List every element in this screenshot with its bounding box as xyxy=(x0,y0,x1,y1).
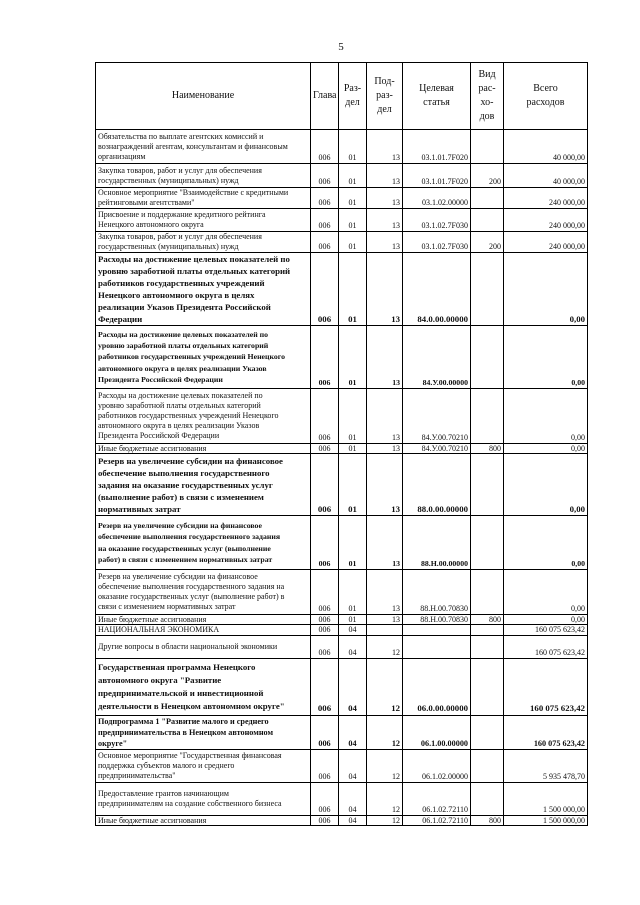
row-subsection: 13 xyxy=(367,188,403,209)
table-row xyxy=(96,232,588,253)
row-section: 01 xyxy=(339,444,367,454)
row-name: Резерв на увеличение субсидии на финансовое обеспечение выполнения государственного задания на оказание государственных услуг (выполнение работ) в связи с изменением нормативных затрат xyxy=(96,570,311,615)
row-chapter: 006 xyxy=(311,188,339,209)
row-total: 240 000,00 xyxy=(504,209,588,232)
table-row xyxy=(96,570,588,615)
row-target-article xyxy=(403,625,471,636)
page-number: 5 xyxy=(338,41,344,53)
row-chapter: 006 xyxy=(311,209,339,232)
row-subsection: 12 xyxy=(367,659,403,716)
row-expense-type xyxy=(471,326,504,389)
table-header-row xyxy=(96,63,588,130)
table-row xyxy=(96,516,588,570)
row-target-article: 06.0.00.00000 xyxy=(403,659,471,716)
row-section: 04 xyxy=(339,636,367,659)
row-chapter: 006 xyxy=(311,326,339,389)
row-target-article: 06.1.00.00000 xyxy=(403,716,471,750)
table-row xyxy=(96,625,588,636)
row-expense-type xyxy=(471,454,504,516)
row-subsection: 13 xyxy=(367,232,403,253)
row-section: 01 xyxy=(339,389,367,444)
row-section: 01 xyxy=(339,209,367,232)
row-chapter: 006 xyxy=(311,389,339,444)
row-chapter: 006 xyxy=(311,570,339,615)
row-total: 1 500 000,00 xyxy=(504,816,588,826)
row-target-article: 03.1.02.00000 xyxy=(403,188,471,209)
row-chapter: 006 xyxy=(311,615,339,625)
row-target-article: 06.1.02.72110 xyxy=(403,816,471,826)
row-total: 0,00 xyxy=(504,454,588,516)
row-expense-type xyxy=(471,716,504,750)
row-expense-type: 200 xyxy=(471,164,504,188)
row-name: Закупка товаров, работ и услуг для обеспечения государственных (муниципальных) нужд xyxy=(96,164,311,188)
row-subsection: 12 xyxy=(367,816,403,826)
row-expense-type xyxy=(471,188,504,209)
row-target-article: 88.Н.00.70830 xyxy=(403,615,471,625)
row-chapter: 006 xyxy=(311,659,339,716)
row-total: 160 075 623,42 xyxy=(504,716,588,750)
table-row xyxy=(96,389,588,444)
table-row xyxy=(96,188,588,209)
row-total: 0,00 xyxy=(504,389,588,444)
row-section: 04 xyxy=(339,716,367,750)
row-expense-type: 200 xyxy=(471,232,504,253)
row-name: Иные бюджетные ассигнования xyxy=(96,615,311,625)
row-section: 01 xyxy=(339,516,367,570)
row-target-article: 88.0.00.00000 xyxy=(403,454,471,516)
row-target-article: 84.0.00.00000 xyxy=(403,253,471,326)
row-expense-type xyxy=(471,783,504,816)
row-chapter: 006 xyxy=(311,444,339,454)
row-expense-type: 800 xyxy=(471,444,504,454)
row-section: 01 xyxy=(339,570,367,615)
row-target-article: 03.1.02.7F030 xyxy=(403,209,471,232)
table-row xyxy=(96,783,588,816)
row-subsection: 13 xyxy=(367,209,403,232)
row-total: 0,00 xyxy=(504,570,588,615)
row-chapter: 006 xyxy=(311,253,339,326)
row-name: НАЦИОНАЛЬНАЯ ЭКОНОМИКА xyxy=(96,625,311,636)
row-name: Другие вопросы в области национальной экономики xyxy=(96,636,311,659)
row-subsection: 13 xyxy=(367,444,403,454)
header-chapter: Глава xyxy=(311,63,339,130)
row-section: 04 xyxy=(339,625,367,636)
row-expense-type xyxy=(471,570,504,615)
row-name: Расходы на достижение целевых показателей по уровню заработной платы отдельных категорий работников государственных учреждений Ненецкого автономного округа в целях реализации Указов Президента Российской Федерации xyxy=(96,253,311,326)
row-target-article: 84.У.00.70210 xyxy=(403,389,471,444)
row-expense-type: 800 xyxy=(471,816,504,826)
table-row xyxy=(96,326,588,389)
row-section: 04 xyxy=(339,816,367,826)
table-row xyxy=(96,659,588,716)
row-subsection: 13 xyxy=(367,326,403,389)
row-expense-type: 800 xyxy=(471,615,504,625)
row-name: Расходы на достижение целевых показателей по уровню заработной платы отдельных категорий работников государственных учреждений Ненецкого автономного округа в целях реализации Указов Президента Российской Федерации xyxy=(96,326,311,389)
row-total: 40 000,00 xyxy=(504,164,588,188)
row-expense-type xyxy=(471,625,504,636)
row-section: 01 xyxy=(339,188,367,209)
row-expense-type xyxy=(471,130,504,164)
row-chapter: 006 xyxy=(311,816,339,826)
row-subsection: 13 xyxy=(367,164,403,188)
row-total: 160 075 623,42 xyxy=(504,659,588,716)
header-expense-type: Вид рас- хо- дов xyxy=(471,63,504,130)
row-name: Иные бюджетные ассигнования xyxy=(96,816,311,826)
row-expense-type xyxy=(471,209,504,232)
row-target-article: 84.У.00.00000 xyxy=(403,326,471,389)
row-total: 240 000,00 xyxy=(504,232,588,253)
row-target-article: 03.1.01.7F020 xyxy=(403,130,471,164)
row-name: Обязательства по выплате агентских комиссий и вознаграждений агентам, консультантам и финансовым организациям xyxy=(96,130,311,164)
row-expense-type xyxy=(471,389,504,444)
row-subsection: 12 xyxy=(367,636,403,659)
row-section: 04 xyxy=(339,783,367,816)
row-section: 04 xyxy=(339,750,367,783)
row-subsection: 13 xyxy=(367,615,403,625)
table-row xyxy=(96,636,588,659)
table-row xyxy=(96,454,588,516)
table-row xyxy=(96,444,588,454)
row-chapter: 006 xyxy=(311,232,339,253)
row-section: 01 xyxy=(339,615,367,625)
header-total: Всего расходов xyxy=(504,63,588,130)
row-subsection: 13 xyxy=(367,570,403,615)
row-name: Предоставление грантов начинающим предпринимателям на создание собственного бизнеса xyxy=(96,783,311,816)
row-target-article: 03.1.01.7F020 xyxy=(403,164,471,188)
row-target-article: 06.1.02.00000 xyxy=(403,750,471,783)
row-total: 0,00 xyxy=(504,615,588,625)
table-row xyxy=(96,716,588,750)
row-section: 04 xyxy=(339,659,367,716)
row-chapter: 006 xyxy=(311,164,339,188)
row-target-article xyxy=(403,636,471,659)
row-name: Резерв на увеличение субсидии на финансовое обеспечение выполнения государственного задания на оказание государственных услуг (выполнение работ) в связи с изменением нормативных затрат xyxy=(96,516,311,570)
row-subsection: 13 xyxy=(367,253,403,326)
row-chapter: 006 xyxy=(311,783,339,816)
header-section: Раз- дел xyxy=(339,63,367,130)
row-subsection: 13 xyxy=(367,130,403,164)
row-total: 5 935 478,70 xyxy=(504,750,588,783)
row-total: 0,00 xyxy=(504,253,588,326)
header-target-article: Целевая статья xyxy=(403,63,471,130)
row-total: 240 000,00 xyxy=(504,188,588,209)
row-chapter: 006 xyxy=(311,716,339,750)
row-chapter: 006 xyxy=(311,454,339,516)
row-expense-type xyxy=(471,750,504,783)
budget-table xyxy=(95,62,588,826)
row-subsection: 12 xyxy=(367,783,403,816)
row-section: 01 xyxy=(339,326,367,389)
row-subsection: 12 xyxy=(367,750,403,783)
row-chapter: 006 xyxy=(311,625,339,636)
row-section: 01 xyxy=(339,232,367,253)
row-name: Основное мероприятие "Взаимодействие с кредитными рейтинговыми агентствами" xyxy=(96,188,311,209)
row-name: Подпрограмма 1 "Развитие малого и среднего предпринимательства в Ненецком автономном округе" xyxy=(96,716,311,750)
row-total: 0,00 xyxy=(504,444,588,454)
row-total: 1 500 000,00 xyxy=(504,783,588,816)
row-subsection: 13 xyxy=(367,516,403,570)
table-row xyxy=(96,750,588,783)
table-row xyxy=(96,253,588,326)
row-expense-type xyxy=(471,253,504,326)
row-target-article: 84.У.00.70210 xyxy=(403,444,471,454)
row-chapter: 006 xyxy=(311,750,339,783)
table-row xyxy=(96,615,588,625)
row-name: Расходы на достижение целевых показателей по уровню заработной платы отдельных категорий работников государственных учреждений Ненецкого автономного округа в целях реализации Указов Президента Российской Федерации xyxy=(96,389,311,444)
table-row xyxy=(96,164,588,188)
row-name: Закупка товаров, работ и услуг для обеспечения государственных (муниципальных) нужд xyxy=(96,232,311,253)
row-subsection: 13 xyxy=(367,454,403,516)
table-row xyxy=(96,130,588,164)
row-total: 40 000,00 xyxy=(504,130,588,164)
row-target-article: 88.Н.00.70830 xyxy=(403,570,471,615)
row-chapter: 006 xyxy=(311,130,339,164)
row-total: 160 075 623,42 xyxy=(504,625,588,636)
row-expense-type xyxy=(471,636,504,659)
row-name: Иные бюджетные ассигнования xyxy=(96,444,311,454)
table-row xyxy=(96,209,588,232)
row-section: 01 xyxy=(339,164,367,188)
row-expense-type xyxy=(471,659,504,716)
row-section: 01 xyxy=(339,130,367,164)
row-name: Основное мероприятие "Государственная финансовая поддержка субъектов малого и среднего предпринимательства" xyxy=(96,750,311,783)
row-target-article: 03.1.02.7F030 xyxy=(403,232,471,253)
row-section: 01 xyxy=(339,454,367,516)
row-name: Государственная программа Ненецкого автономного округа "Развитие предпринимательской и инвестиционной деятельности в Ненецком автономном округе" xyxy=(96,659,311,716)
row-name: Резерв на увеличение субсидии на финансовое обеспечение выполнения государственного задания на оказание государственных услуг (выполнение работ) в связи с изменением нормативных затрат xyxy=(96,454,311,516)
header-subsection: Под- раз- дел xyxy=(367,63,403,130)
row-expense-type xyxy=(471,516,504,570)
row-total: 0,00 xyxy=(504,516,588,570)
row-section: 01 xyxy=(339,253,367,326)
row-subsection xyxy=(367,625,403,636)
table-row xyxy=(96,816,588,826)
row-target-article: 88.Н.00.00000 xyxy=(403,516,471,570)
row-total: 160 075 623,42 xyxy=(504,636,588,659)
row-subsection: 13 xyxy=(367,389,403,444)
row-subsection: 12 xyxy=(367,716,403,750)
row-chapter: 006 xyxy=(311,516,339,570)
header-name: Наименование xyxy=(96,63,311,130)
row-target-article: 06.1.02.72110 xyxy=(403,783,471,816)
row-name: Присвоение и поддержание кредитного рейтинга Ненецкого автономного округа xyxy=(96,209,311,232)
row-total: 0,00 xyxy=(504,326,588,389)
row-chapter: 006 xyxy=(311,636,339,659)
